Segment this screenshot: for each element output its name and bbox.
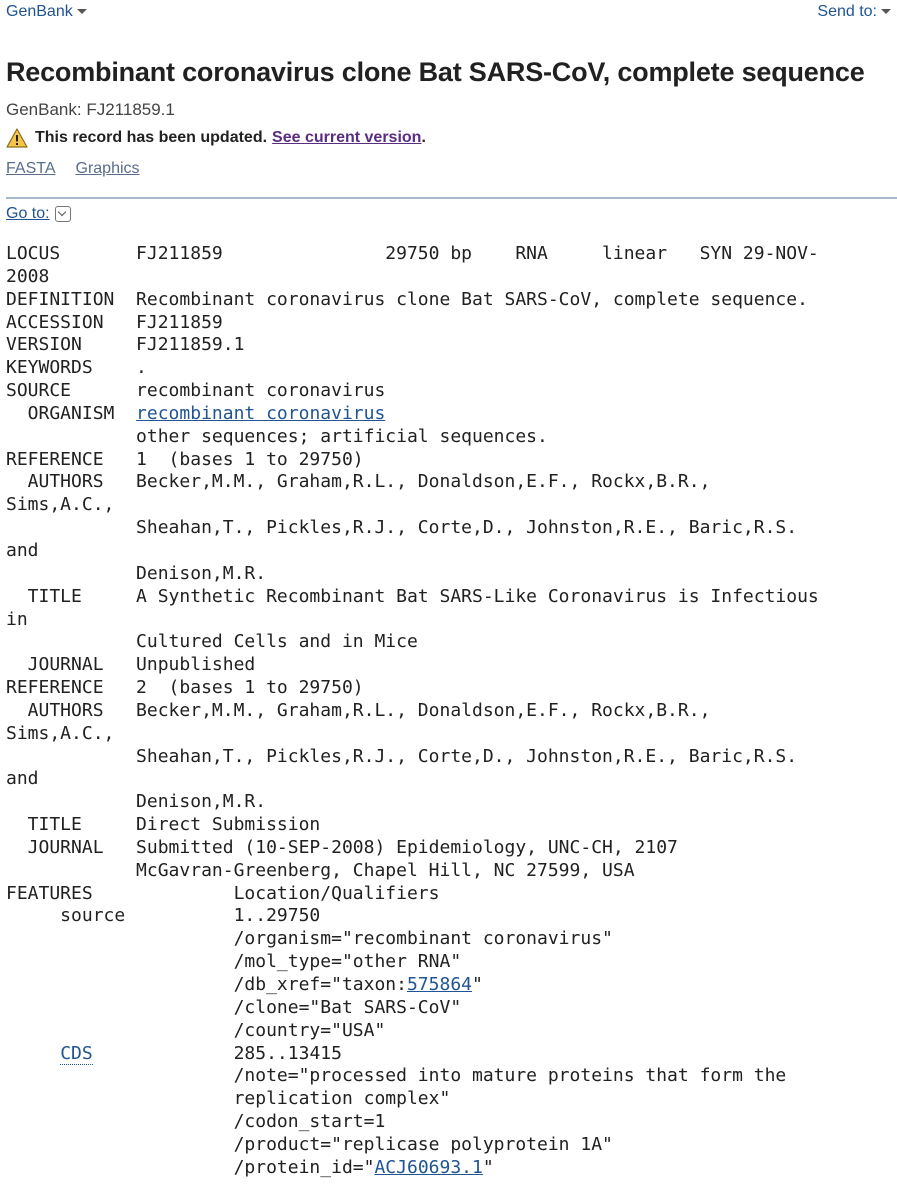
cds-feature-end: " <box>482 1156 494 1178</box>
view-links <box>6 160 160 178</box>
update-notice-suffix: . <box>421 129 426 146</box>
accession-field: ACCESSION FJ211859 <box>6 311 223 333</box>
taxon-link[interactable]: 575864 <box>406 974 472 995</box>
source-feature-rest: " /clone="Bat SARS-CoV" /country="USA" <box>233 974 483 1041</box>
cds-link[interactable]: CDS <box>60 1042 93 1064</box>
page-title: Recombinant coronavirus clone Bat SARS-CoV, complete sequence <box>6 57 865 87</box>
chevron-down-icon[interactable] <box>55 206 71 222</box>
fasta-link[interactable]: FASTA <box>6 160 56 177</box>
keywords-line: KEYWORDS . <box>6 357 147 379</box>
locus-line: LOCUS FJ211859 29750 bp RNA linear SYN 29-NOV- 2008 <box>6 243 819 287</box>
version-line: VERSION FJ211859.1 <box>6 334 245 356</box>
source-feature: source 1..29750 /organism="recombinant coronavirus" /mol_type="other RNA" /db_xref="taxon: <box>60 905 613 995</box>
organism-label: ORGANISM <box>6 402 137 424</box>
database-menu[interactable] <box>6 3 87 21</box>
features-header: FEATURES Location/Qualifiers <box>6 882 440 904</box>
chevron-down-icon <box>77 9 87 14</box>
send-to-menu[interactable] <box>817 3 891 21</box>
update-notice-text: This record has been updated. <box>35 129 268 146</box>
send-to-label: Send to: <box>817 3 877 20</box>
divider <box>6 197 897 199</box>
genbank-record <box>6 243 819 1180</box>
top-bar <box>0 0 897 28</box>
references-block: REFERENCE 1 (bases 1 to 29750) AUTHORS Becker,M.M., Graham,R.L., Donaldson,E.F., Rockx,B.R., Sims,A.C., Sheahan,T., Pickles,R.J., Corte,D., Johnston,R.E., Baric,R.S. and Denison,M.R. TITLE A Synthetic Recombinant Bat SARS-Like Coronavirus is Infectious in Cultured Cells and in Mice JOURNAL Unpublished REFERENCE 2 (bases 1 to 29750) AUTHORS Becker,M.M., Graham,R.L., Donaldson,E.F., Rockx,B.R., Sims,A.C., Sheahan,T., Pickles,R.J., Corte,D., Johnston,R.E., Baric,R.S. and Denison,M.R. TITLE Direct Submission JOURNAL Submitted (10-SEP-2008) Epidemiology, UNC-CH, 2107 McGavran-Greenberg, Chapel Hill, NC 27599, USA <box>6 448 819 881</box>
organism-link[interactable]: recombinant coronavirus <box>136 402 386 424</box>
cds-feature: 285..13415 /note="processed into mature proteins that form the replication complex" /codon_start=1 /product="replicase polyprotein 1A" /protein_id=" <box>233 1042 787 1178</box>
graphics-link[interactable]: Graphics <box>75 160 140 177</box>
source-line: SOURCE recombinant coronavirus <box>6 380 386 402</box>
go-to-menu[interactable] <box>6 205 71 223</box>
warning-icon <box>6 128 28 148</box>
organism-lineage: other sequences; artificial sequences. <box>136 425 548 447</box>
current-version-link[interactable]: See current version <box>272 129 422 146</box>
accession-line: GenBank: FJ211859.1 <box>6 100 175 119</box>
chevron-down-icon <box>881 9 891 14</box>
definition-line: DEFINITION Recombinant coronavirus clone Bat SARS-CoV, complete sequence. <box>6 288 808 310</box>
protein-id-link[interactable]: ACJ60693.1 <box>374 1156 483 1178</box>
update-notice <box>6 128 426 148</box>
go-to-label: Go to: <box>6 205 50 222</box>
database-menu-label: GenBank <box>6 3 73 20</box>
